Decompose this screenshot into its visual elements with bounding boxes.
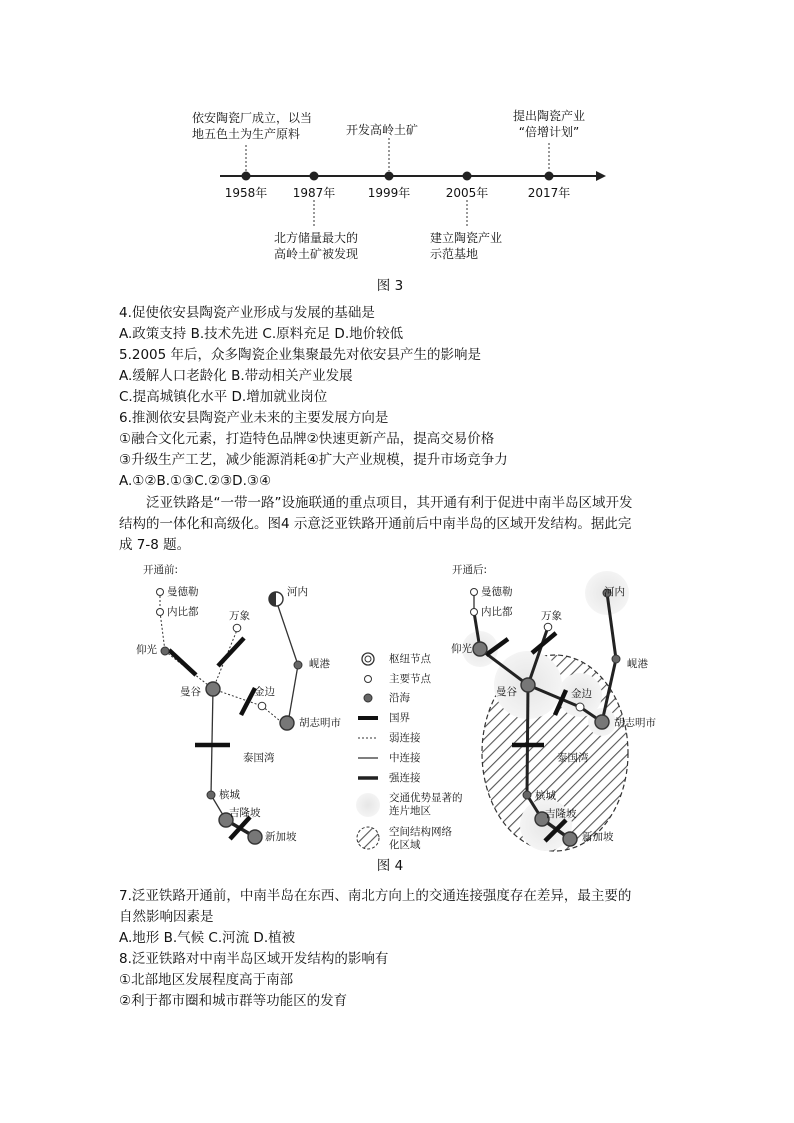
map-before-title: 开通前: [143, 564, 179, 576]
node-mandalay [471, 589, 478, 596]
legend-zone-line2: 连片地区 [389, 805, 431, 817]
legend-zone-line1: 交通优势显著的 [389, 792, 463, 804]
medium-link [211, 689, 213, 795]
timeline-figure [0, 0, 794, 300]
node-vientiane [544, 623, 552, 631]
event-1999: 开发高岭土矿 [346, 123, 419, 137]
node-vientiane [233, 624, 241, 632]
label-kl: 吉隆坡 [229, 807, 261, 819]
legend-main: 主要节点 [389, 673, 431, 685]
legend-zone-icon [356, 793, 380, 817]
label-gulf-before: 泰国湾 [243, 752, 275, 764]
label-penang-after: 槟城 [535, 790, 556, 802]
label-mandalay: 曼德勒 [167, 586, 199, 598]
label-kl-after: 吉隆坡 [545, 808, 577, 820]
node-phnompenh [576, 703, 584, 711]
event-1987-line1: 北方储量最大的 [274, 231, 359, 245]
timeline-dot-2017 [545, 172, 554, 181]
question-7-line2: 自然影响因素是 [119, 909, 214, 925]
label-gulf-after: 泰国湾 [557, 752, 589, 764]
label-vientiane-after: 万象 [541, 610, 562, 622]
legend-network-line2: 化区域 [389, 839, 421, 851]
label-singapore-after: 新加坡 [582, 831, 614, 843]
medium-link [288, 665, 298, 723]
legend-network-line1: 空间结构网络 [389, 826, 452, 838]
figure3-caption: 图 3 [376, 278, 404, 294]
timeline-dot-2005 [463, 172, 472, 181]
question-4-options: A.政策支持 B.技术先进 C.原料充足 D.地价较低 [119, 326, 404, 342]
map-after-title: 开通后: [452, 564, 488, 576]
node-phnompenh [258, 702, 266, 710]
label-bangkok: 曼谷 [180, 686, 201, 698]
event-2005-line2: 示范基地 [430, 247, 479, 261]
map-legend [356, 653, 380, 849]
question-4: 4.促使依安县陶瓷产业形成与发展的基础是 [119, 305, 375, 321]
label-mandalay-after: 曼德勒 [481, 586, 513, 598]
timeline-arrow [596, 171, 606, 181]
label-hcmc: 胡志明市 [299, 717, 341, 729]
year-2017: 2017年 [527, 186, 571, 200]
question-8-statement-1: ①北部地区发展程度高于南部 [119, 972, 294, 988]
legend-hub: 枢纽节点 [389, 653, 431, 665]
event-2017-line1: 提出陶瓷产业 [512, 109, 585, 123]
legend-coastal: 沿海 [389, 692, 410, 704]
legend-strong: 强连接 [389, 772, 421, 784]
timeline-dot-1987 [310, 172, 319, 181]
event-1987-line2: 高岭土矿被发现 [274, 247, 359, 261]
question-6-statements-2: ③升级生产工艺，减少能源消耗④扩大产业规模，提升市场竞争力 [119, 452, 508, 468]
node-singapore [563, 832, 577, 846]
legend-weak: 弱连接 [389, 732, 421, 744]
node-naypyidaw [471, 609, 478, 616]
question-5-options-2: C.提高城镇化水平 D.增加就业岗位 [119, 389, 328, 405]
label-hanoi-after: 河内 [604, 586, 625, 598]
label-naypyidaw-after: 内比都 [481, 606, 513, 618]
map-before [157, 589, 303, 845]
node-penang [523, 791, 531, 799]
legend-main-icon [365, 676, 372, 683]
legend-border: 国界 [389, 712, 410, 724]
node-yangon [473, 642, 487, 656]
legend-network-icon [357, 827, 379, 849]
year-1987: 1987年 [292, 186, 336, 200]
question-7-options: A.地形 B.气候 C.河流 D.植被 [119, 930, 296, 946]
node-danang [612, 655, 620, 663]
node-yangon [161, 647, 169, 655]
question-5: 5.2005 年后，众多陶瓷企业集聚最先对依安县产生的影响是 [119, 347, 482, 363]
label-penang: 槟城 [219, 789, 240, 801]
border-mark [241, 688, 255, 715]
label-phnompenh: 金边 [254, 686, 275, 698]
node-bangkok [206, 682, 220, 696]
weak-link [160, 612, 165, 651]
event-1958-line1: 依安陶瓷厂成立，以当 [192, 111, 313, 125]
intro-line-3: 成 7-8 题。 [119, 537, 191, 553]
strong-link [527, 685, 528, 795]
question-7-line1: 7.泛亚铁路开通前，中南半岛在东西、南北方向上的交通连接强度存在差异，最主要的 [119, 888, 632, 904]
question-6: 6.推测依安县陶瓷产业未来的主要发展方向是 [119, 410, 389, 426]
node-penang [207, 791, 215, 799]
event-2017-line2: “倍增计划” [518, 125, 580, 139]
label-naypyidaw: 内比都 [167, 606, 199, 618]
intro-line-2: 结构的一体化和高级化。图4 示意泛亚铁路开通前后中南半岛的区域开发结构。据此完 [119, 516, 632, 532]
figure4-caption: 图 4 [376, 858, 404, 874]
year-1958: 1958年 [224, 186, 268, 200]
border-mark [218, 638, 244, 666]
question-6-options: A.①②B.①③C.②③D.③④ [119, 473, 272, 489]
medium-link [276, 600, 298, 665]
legend-medium: 中连接 [389, 752, 421, 764]
year-1999: 1999年 [367, 186, 411, 200]
label-danang: 岘港 [309, 658, 330, 670]
node-bangkok [521, 678, 535, 692]
event-2005-line1: 建立陶瓷产业 [430, 231, 503, 245]
label-vientiane: 万象 [229, 610, 250, 622]
year-2005: 2005年 [445, 186, 489, 200]
label-yangon-after: 仰光 [451, 643, 472, 655]
timeline-dot-1958 [242, 172, 251, 181]
timeline-dot-1999 [385, 172, 394, 181]
intro-line-1: 泛亚铁路是“一带一路”设施联通的重点项目，其开通有利于促进中南半岛区域开发 [146, 495, 633, 511]
question-8: 8.泛亚铁路对中南半岛区域开发结构的影响有 [119, 951, 389, 967]
question-5-options-1: A.缓解人口老龄化 B.带动相关产业发展 [119, 368, 353, 384]
node-hcmc [280, 716, 294, 730]
question-6-statements-1: ①融合文化元素，打造特色品牌②快速更新产品，提高交易价格 [119, 431, 495, 447]
event-1958-line2: 地五色土为生产原料 [192, 127, 301, 141]
label-danang-after: 岘港 [627, 658, 648, 670]
label-phnompenh-after: 金边 [571, 688, 592, 700]
label-hcmc-after: 胡志明市 [614, 717, 656, 729]
node-mandalay [157, 589, 164, 596]
label-singapore: 新加坡 [265, 831, 297, 843]
node-danang [294, 661, 302, 669]
border-mark [169, 650, 196, 675]
label-hanoi: 河内 [287, 586, 308, 598]
question-8-statement-2: ②利于都市圈和城市群等功能区的发育 [119, 993, 348, 1009]
label-yangon: 仰光 [136, 644, 157, 656]
node-singapore [248, 830, 262, 844]
label-bangkok-after: 曼谷 [496, 686, 517, 698]
legend-coastal-icon [364, 694, 372, 702]
node-hcmc [595, 715, 609, 729]
node-naypyidaw [157, 609, 164, 616]
